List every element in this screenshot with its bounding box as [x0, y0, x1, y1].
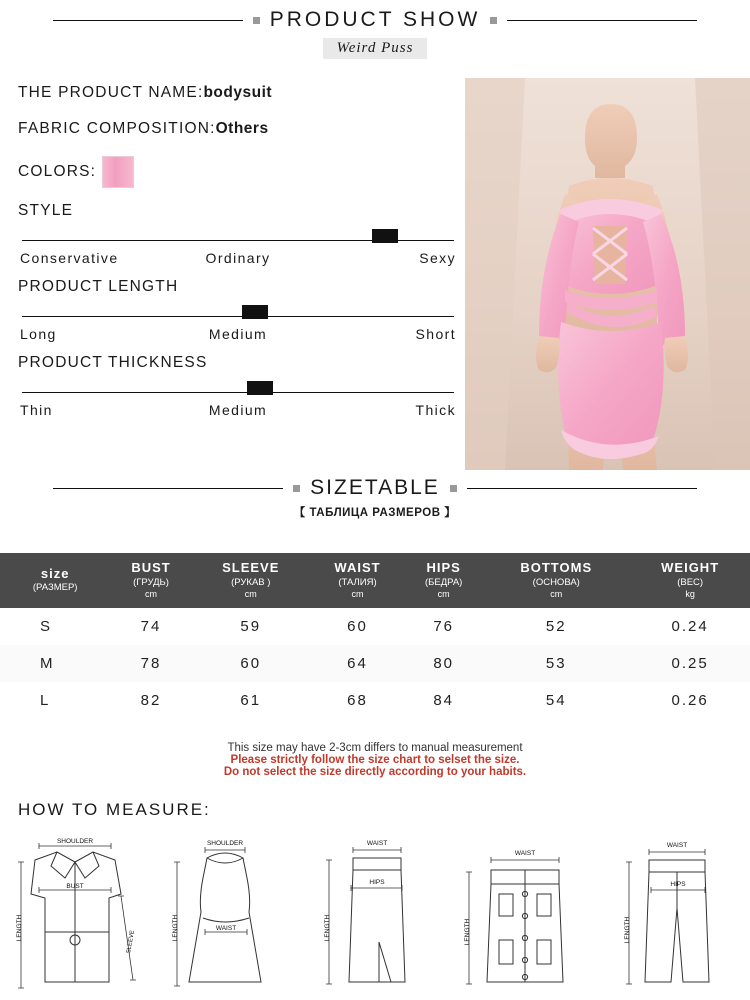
col-sleeve-ru: (РУКАВ )	[231, 576, 271, 588]
sizetable-divider-right	[467, 488, 697, 489]
svg-text:SLEEVE: SLEEVE	[126, 929, 136, 954]
cell-size: L	[40, 691, 50, 709]
style-group	[18, 202, 458, 266]
cell-weight: 0.26	[671, 691, 709, 709]
style-group-title: STYLE	[18, 202, 74, 219]
thickness-scale-rule	[22, 392, 454, 393]
col-waist-ru: (ТАЛИЯ)	[338, 576, 377, 588]
cell-sleeve: 61	[240, 691, 262, 709]
square-bullet-icon	[490, 17, 497, 24]
col-waist-main: WAIST	[334, 560, 381, 575]
col-bust-ru: (ГРУДЬ)	[133, 576, 169, 588]
cell-weight: 0.25	[671, 654, 709, 672]
cell-bust: 82	[140, 691, 162, 709]
size-table-head	[0, 553, 750, 608]
size-note-habits: Do not select the size directly according to your habits.	[223, 766, 527, 778]
col-weight-main: WEIGHT	[661, 560, 720, 575]
cell-hips: 76	[433, 617, 454, 635]
fabric-value: Others	[215, 120, 269, 137]
col-bottoms	[482, 553, 630, 608]
col-waist-unit: cm	[351, 588, 364, 599]
cell-bottoms: 53	[545, 654, 567, 672]
sizetable-title: SIZETABLE	[310, 476, 440, 499]
svg-text:LENGTH: LENGTH	[16, 914, 23, 942]
thickness-option-thin: Thin	[20, 402, 53, 418]
svg-text:SHOULDER: SHOULDER	[206, 840, 244, 847]
product-name-value: bodysuit	[203, 84, 273, 101]
thickness-group	[18, 354, 458, 418]
cell-waist: 68	[347, 691, 368, 709]
product-name-label: THE PRODUCT NAME:	[18, 84, 204, 101]
thickness-option-medium: Medium	[208, 402, 268, 418]
size-table	[0, 553, 750, 719]
cell-bust: 74	[140, 617, 162, 635]
cell-hips: 84	[433, 691, 454, 709]
square-bullet-icon	[450, 485, 457, 492]
cell-sleeve: 60	[240, 654, 262, 672]
cell-waist: 64	[347, 654, 368, 672]
thickness-scale	[22, 376, 454, 398]
length-group	[18, 278, 458, 342]
thickness-scale-marker	[247, 381, 273, 395]
measure-diagram-dress	[155, 832, 295, 1000]
length-option-short: Short	[415, 326, 456, 342]
svg-text:LENGTH: LENGTH	[464, 918, 471, 946]
col-bottoms-ru: (ОСНОВА)	[532, 576, 580, 588]
svg-text:LENGTH: LENGTH	[624, 916, 631, 944]
cell-bottoms: 52	[545, 617, 567, 635]
col-size-ru: (РАЗМЕР)	[32, 582, 78, 594]
sizetable-title-row	[0, 476, 750, 500]
square-bullet-icon	[293, 485, 300, 492]
svg-text:HIPS: HIPS	[670, 881, 686, 888]
size-note-follow-chart: Please strictly follow the size chart to selset the size.	[230, 754, 520, 766]
col-weight	[630, 553, 750, 608]
brand-subtitle: Weird Puss	[323, 38, 428, 59]
col-weight-ru: (ВЕС)	[677, 576, 704, 588]
svg-text:WAIST: WAIST	[366, 840, 388, 847]
style-option-conservative: Conservative	[20, 250, 119, 266]
col-bust-main: BUST	[131, 560, 171, 575]
product-name-row	[18, 84, 458, 102]
svg-text:WAIST: WAIST	[215, 925, 237, 932]
col-sleeve	[192, 553, 310, 608]
size-table-body	[0, 608, 750, 719]
length-scale	[22, 300, 454, 322]
cell-sleeve: 59	[240, 617, 262, 635]
product-photo	[465, 78, 750, 470]
cell-weight: 0.24	[671, 617, 709, 635]
title-row	[0, 8, 750, 32]
col-sleeve-main: SLEEVE	[222, 560, 280, 575]
sizetable-divider-left	[53, 488, 283, 489]
how-to-measure-title: HOW TO MEASURE:	[18, 800, 211, 819]
col-hips-main: HIPS	[426, 560, 461, 575]
fabric-row	[18, 120, 458, 138]
col-hips	[405, 553, 482, 608]
measure-diagram-mini-skirt	[455, 832, 595, 1000]
col-bottoms-main: BOTTOMS	[520, 560, 593, 575]
svg-text:WAIST: WAIST	[514, 850, 536, 857]
colors-label: COLORS:	[18, 163, 97, 180]
svg-text:BUST: BUST	[66, 883, 84, 890]
col-size-main: size	[40, 565, 70, 581]
thickness-group-title: PRODUCT THICKNESS	[18, 354, 208, 371]
sizetable-header	[0, 476, 750, 520]
title-divider-right	[507, 20, 697, 21]
size-notes	[0, 742, 750, 778]
length-group-title: PRODUCT LENGTH	[18, 278, 179, 295]
col-bust	[110, 553, 191, 608]
length-option-medium: Medium	[208, 326, 268, 342]
length-scale-rule	[22, 316, 454, 317]
cell-bust: 78	[140, 654, 162, 672]
col-bottoms-unit: cm	[550, 588, 563, 599]
length-scale-labels	[18, 326, 458, 342]
col-hips-unit: cm	[437, 588, 450, 599]
col-hips-ru: (БЕДРА)	[424, 576, 463, 588]
cell-hips: 80	[433, 654, 454, 672]
style-option-sexy: Sexy	[419, 250, 456, 266]
table-row	[0, 645, 750, 682]
subtitle-row	[0, 38, 750, 59]
fabric-label: FABRIC COMPOSITION:	[18, 120, 216, 137]
size-table-header-row	[0, 553, 750, 608]
svg-text:WAIST: WAIST	[666, 842, 688, 849]
svg-text:SHOULDER: SHOULDER	[56, 838, 94, 845]
title-divider-left	[53, 20, 243, 21]
table-row	[0, 608, 750, 645]
measure-diagram-pants	[605, 832, 745, 1000]
table-row	[0, 682, 750, 719]
page-header	[0, 0, 750, 62]
svg-text:LENGTH: LENGTH	[324, 914, 331, 942]
sizetable-subtitle: 【 ТАБЛИЦА РАЗМЕРОВ 】	[293, 507, 457, 519]
length-scale-marker	[242, 305, 268, 319]
col-waist	[310, 553, 405, 608]
cell-size: S	[40, 617, 52, 635]
page-title: PRODUCT SHOW	[269, 8, 481, 31]
length-option-long: Long	[20, 326, 57, 342]
col-size	[0, 553, 110, 608]
colors-row	[18, 156, 458, 188]
thickness-scale-labels	[18, 402, 458, 418]
product-spec-block	[18, 84, 458, 430]
cell-waist: 60	[347, 617, 368, 635]
style-scale-marker	[372, 229, 398, 243]
col-sleeve-unit: cm	[244, 588, 257, 599]
style-option-ordinary: Ordinary	[205, 250, 271, 266]
thickness-option-thick: Thick	[415, 402, 456, 418]
svg-text:HIPS: HIPS	[369, 879, 385, 886]
cell-bottoms: 54	[545, 691, 567, 709]
col-bust-unit: cm	[145, 588, 157, 599]
size-note-measurement: This size may have 2-3cm differs to manual measurement	[227, 742, 523, 754]
square-bullet-icon	[253, 17, 260, 24]
svg-text:LENGTH: LENGTH	[172, 914, 179, 942]
style-scale-labels	[18, 250, 458, 266]
cell-size: M	[40, 654, 54, 672]
col-weight-unit: kg	[685, 588, 695, 599]
color-swatch-pink[interactable]	[102, 156, 134, 188]
style-scale	[22, 224, 454, 246]
measure-diagram-shirt	[5, 832, 145, 1000]
measure-diagram-skirt	[305, 832, 445, 1000]
measure-diagrams	[0, 828, 750, 1000]
